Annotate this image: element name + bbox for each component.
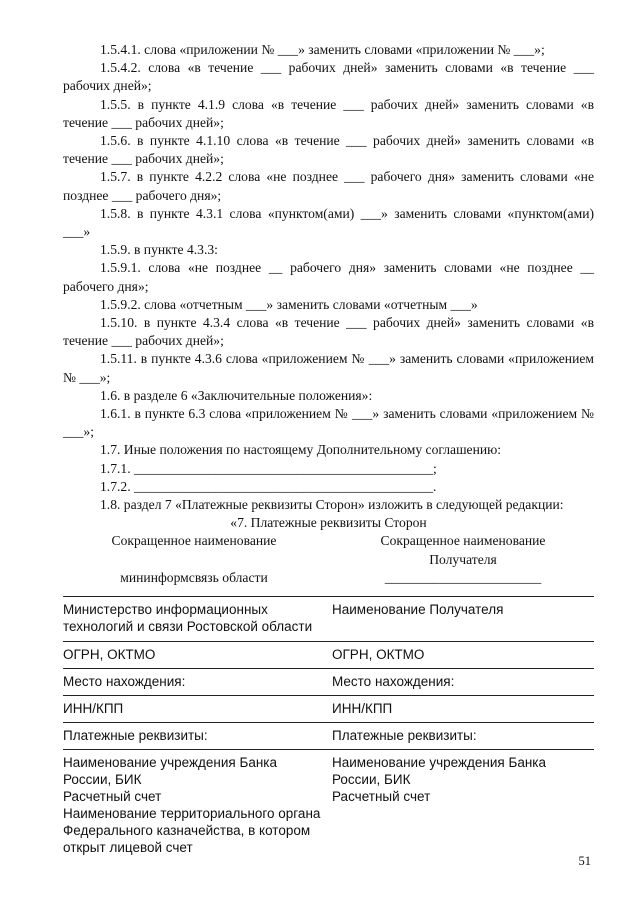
section-title: «7. Платежные реквизиты Сторон (230, 515, 427, 531)
requisites-header (63, 532, 594, 568)
table-divider (63, 596, 594, 597)
right-bank-name: Наименование учреждения Банка России, БИК (332, 755, 546, 787)
table-row (63, 727, 594, 744)
table-row (63, 700, 594, 717)
right-inn: ИНН/КПП (332, 701, 393, 716)
left-account: Расчетный счет (63, 789, 162, 804)
left-location: Место нахождения: (63, 674, 186, 689)
left-treasury: Наименование территориального органа Федерального казначейства, в котором открыт лицевой счет (63, 806, 321, 855)
table-row (63, 754, 594, 856)
paragraph-1-5-9-1: 1.5.9.1. слова «не позднее __ рабочего дня» заменить словами «не позднее __ рабочего дня»; (63, 260, 594, 294)
right-short-name-blank: _______________________ (384, 569, 542, 585)
short-names-row (63, 569, 594, 587)
left-short-name-label: Сокращенное наименование (111, 533, 277, 549)
paragraph-1-6-1: 1.6.1. в пункте 6.3 слова «приложением № ___» заменить словами «приложением № ___»; (63, 406, 594, 440)
table-row (63, 646, 594, 663)
paragraph-1-7: 1.7. Иные положения по настоящему Дополнительному соглашению: (100, 442, 502, 458)
table-divider (63, 668, 594, 669)
left-column-head (63, 532, 325, 568)
paragraph-1-7-2: 1.7.2. ____________________________________________. (100, 478, 437, 494)
left-ogrn: ОГРН, ОКТМО (63, 647, 156, 662)
paragraph-1-5-7: 1.5.7. в пункте 4.2.2 слова «не позднее ___ рабочего дня» заменить словами «не позднее ___ рабочего дня»; (63, 169, 594, 203)
left-short-name-value: мининформсвязь области (120, 569, 268, 585)
right-column-head (332, 532, 594, 568)
paragraph-1-5-9-2: 1.5.9.2. слова «отчетным ___» заменить словами «отчетным ___» (100, 296, 478, 312)
right-recipient-label: Получателя (429, 551, 497, 567)
table-divider (63, 722, 594, 723)
table-divider (63, 749, 594, 750)
paragraph-1-6: 1.6. в разделе 6 «Заключительные положения»: (100, 387, 373, 403)
paragraph-1-5-9: 1.5.9. в пункте 4.3.3: (100, 242, 218, 258)
paragraph-1-8: 1.8. раздел 7 «Платежные реквизиты Сторон» изложить в следующей редакции: (100, 497, 564, 513)
page-number: 51 (578, 854, 591, 868)
paragraph-1-5-11: 1.5.11. в пункте 4.3.6 слова «приложением № ___» заменить словами «приложением № ___»; (63, 351, 594, 385)
table-row (63, 673, 594, 690)
paragraph-1-5-4-2: 1.5.4.2. слова «в течение ___ рабочих дней» заменить словами «в течение ___ рабочих дней»; (63, 60, 594, 94)
table-row (63, 601, 594, 635)
right-bank-details (332, 754, 594, 856)
amendment-text (63, 41, 594, 587)
paragraph-1-5-6: 1.5.6. в пункте 4.1.10 слова «в течение ___ рабочих дней» заменить словами «в течение ___ рабочих дней»; (63, 133, 594, 167)
right-full-name: Наименование Получателя (332, 602, 504, 617)
table-divider (63, 641, 594, 642)
left-full-name: Министерство информационных технологий и связи Ростовской области (63, 602, 313, 634)
right-payment-label: Платежные реквизиты: (332, 728, 477, 743)
left-bank-details (63, 754, 325, 856)
right-location: Место нахождения: (332, 674, 455, 689)
right-ogrn: ОГРН, ОКТМО (332, 647, 425, 662)
table-divider (63, 695, 594, 696)
left-inn: ИНН/КПП (63, 701, 124, 716)
paragraph-1-5-5: 1.5.5. в пункте 4.1.9 слова «в течение ___ рабочих дней» заменить словами «в течение ___ рабочих дней»; (63, 96, 594, 130)
paragraph-1-5-10: 1.5.10. в пункте 4.3.4 слова «в течение ___ рабочих дней» заменить словами «в течение ___ рабочих дней»; (63, 315, 594, 349)
left-bank-name: Наименование учреждения Банка России, БИК (63, 755, 277, 787)
right-account: Расчетный счет (332, 789, 431, 804)
right-short-name-label: Сокращенное наименование (380, 533, 546, 549)
requisites-table (63, 596, 594, 856)
paragraph-1-5-4-1: 1.5.4.1. слова «приложении № ___» заменить словами «приложении № ___»; (100, 42, 545, 57)
left-payment-label: Платежные реквизиты: (63, 728, 208, 743)
paragraph-1-7-1: 1.7.1. ____________________________________________; (100, 460, 437, 476)
paragraph-1-5-8: 1.5.8. в пункте 4.3.1 слова «пунктом(ами) ___» заменить словами «пунктом(ами) ___» (63, 205, 594, 240)
